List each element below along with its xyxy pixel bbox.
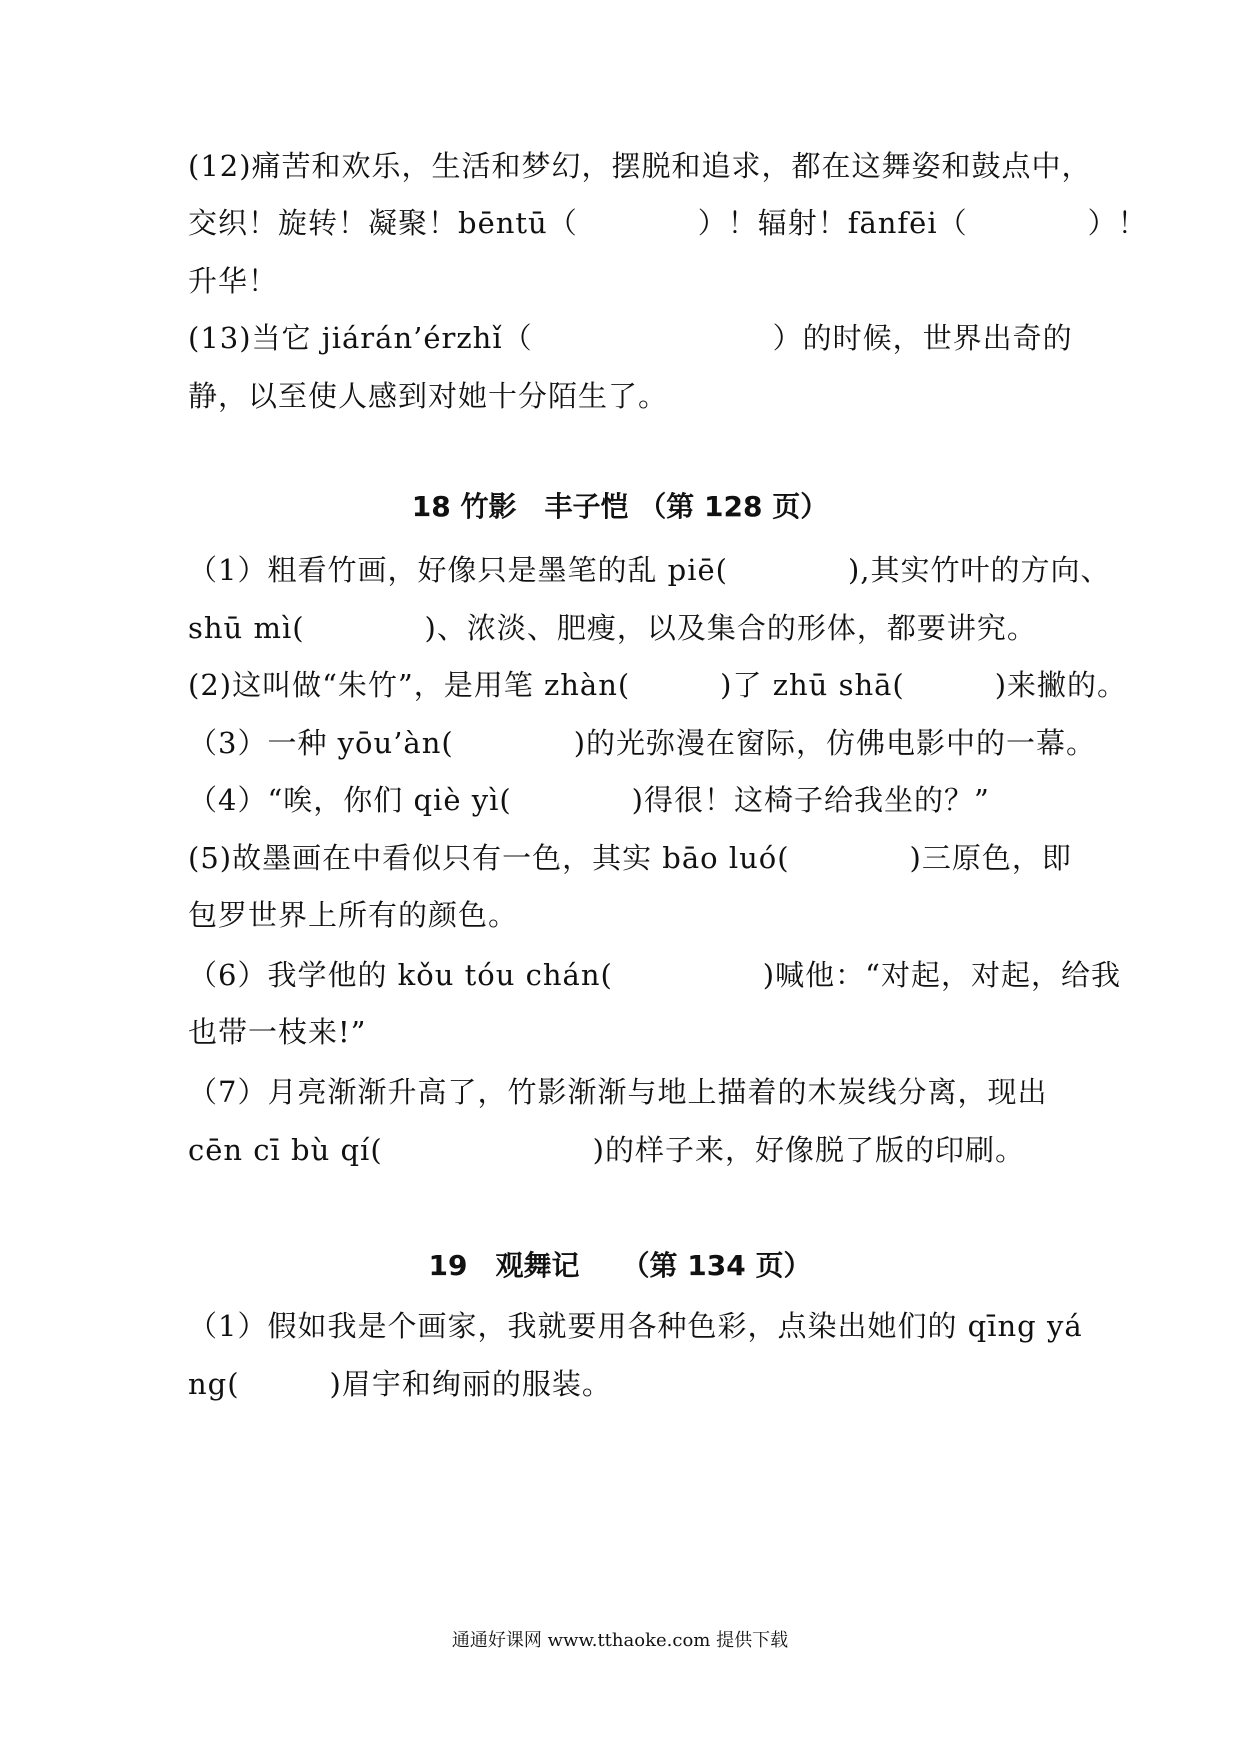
text-line: （3）一种 yōu’àn( )的光弥漫在窗际，仿佛电影中的一幕。 bbox=[188, 726, 1097, 760]
text-line: （7）月亮渐渐升高了，竹影渐渐与地上描着的木炭线分离，现出 bbox=[188, 1075, 1048, 1109]
section-heading: 19 观舞记 （第 134 页） bbox=[428, 1249, 812, 1282]
text-line: （1）假如我是个画家，我就要用各种色彩，点染出她们的 qīng yá bbox=[188, 1309, 1083, 1343]
text-line: （1）粗看竹画，好像只是墨笔的乱 piē( ),其实竹叶的方向、 bbox=[188, 553, 1111, 587]
text-line: （6）我学他的 kǒu tóu chán( )喊他：“对起，对起，给我 bbox=[188, 958, 1121, 992]
text-line: (12)痛苦和欢乐，生活和梦幻，摆脱和追求，都在这舞姿和鼓点中， bbox=[188, 149, 1092, 183]
text-line: 包罗世界上所有的颜色。 bbox=[188, 898, 519, 932]
text-line: ng( )眉宇和绚丽的服装。 bbox=[188, 1367, 612, 1401]
section-heading: 18 竹影 丰子恺 （第 128 页） bbox=[411, 490, 829, 523]
text-line: (2)这叫做“朱竹”，是用笔 zhàn( )了 zhū shā( )来撇的。 bbox=[188, 668, 1128, 702]
text-line: 升华！ bbox=[188, 264, 279, 298]
page-footer: 通通好课网 www.tthaoke.com 提供下载 bbox=[451, 1630, 789, 1651]
text-line: 交织！旋转！凝聚！bēntū（ ）！辐射！fānfēi（ ）！ bbox=[188, 206, 1148, 240]
text-line: （4）“唉，你们 qiè yì( )得很！这椅子给我坐的？” bbox=[188, 783, 990, 817]
text-line: (5)故墨画在中看似只有一色，其实 bāo luó( )三原色，即 bbox=[188, 841, 1072, 875]
text-line: cēn cī bù qí( )的样子来，好像脱了版的印刷。 bbox=[188, 1133, 1025, 1167]
text-line: shū mì( )、浓淡、肥瘦，以及集合的形体，都要讲究。 bbox=[188, 611, 1037, 645]
text-line: (13)当它 jiárán’érzhǐ（ ）的时候，世界出奇的 bbox=[188, 321, 1073, 355]
text-line: 静，以至使人感到对她十分陌生了。 bbox=[188, 379, 669, 413]
text-line: 也带一枝来!” bbox=[188, 1015, 367, 1049]
